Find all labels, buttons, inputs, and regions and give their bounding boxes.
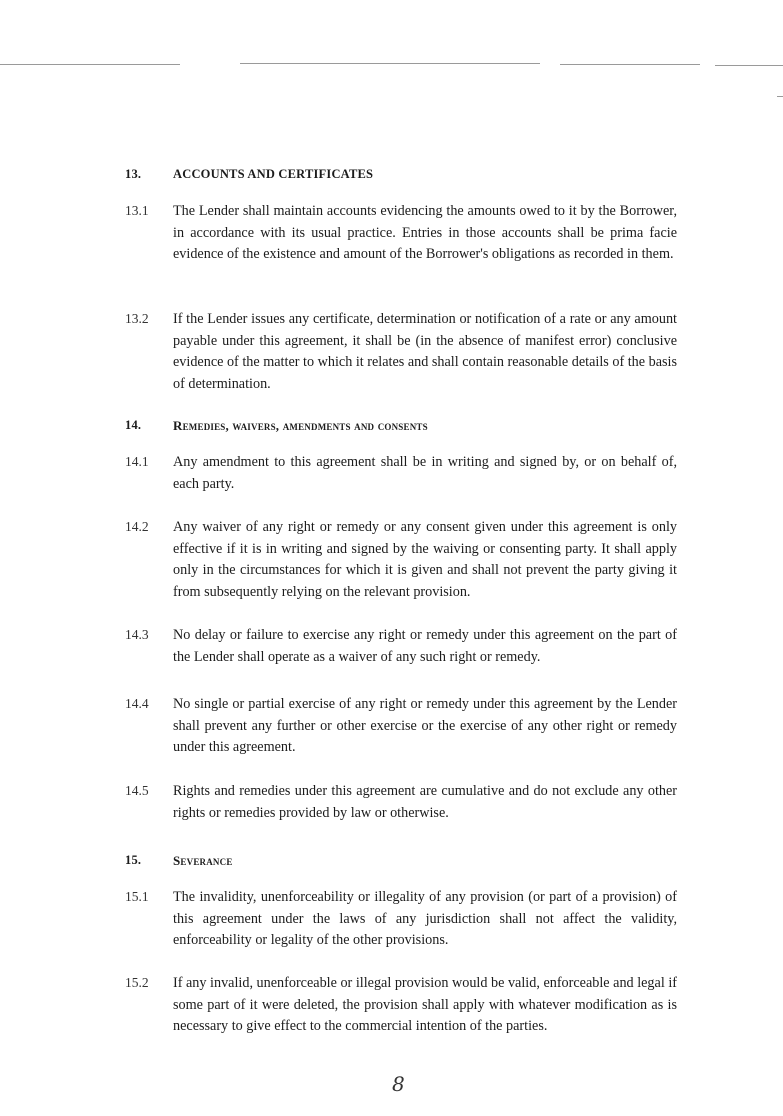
scan-artifact-line — [560, 64, 700, 65]
clause-number: 14.3 — [125, 627, 149, 642]
clause-number: 14.4 — [125, 696, 149, 711]
scan-artifact-line — [240, 63, 540, 64]
page-number: 8 — [392, 1072, 405, 1096]
clause-number: 15.2 — [125, 975, 149, 990]
clause-text: The Lender shall maintain accounts evidencing the amounts owed to it by the Borrower, in accordance with its usual practice. Entries in those accounts shall be prima facie evidence of the existence and amount of the Borrower's obligations as recorded in them. — [173, 203, 677, 262]
clause-text: No single or partial exercise of any right or remedy under this agreement by the Lender shall prevent any further or other exercise or the exercise of any other right or remedy under this agreement. — [173, 696, 677, 755]
clause-text: If any invalid, unenforceable or illegal provision would be valid, enforceable and legal if some part of it were deleted, the provision shall apply with whatever modification as is necessary to give effect to the commercial intention of the parties. — [173, 975, 677, 1034]
clause-text: Any waiver of any right or remedy or any consent given under this agreement is only effective if it is in writing and signed by the waiving or consenting party. It shall apply only in the circumstances for which it is given and shall not prevent the party giving it from subsequently relying on the relevant provision. — [173, 519, 677, 600]
clause-text: No delay or failure to exercise any right or remedy under this agreement on the part of the Lender shall operate as a waiver of any such right or remedy. — [173, 627, 677, 665]
clause-text: The invalidity, unenforceability or illegality of any provision (or part of a provision) of this agreement under the laws of any jurisdiction shall not affect the validity, enforceability or legality of the other provisions. — [173, 889, 677, 948]
section-number: 14. — [125, 418, 142, 432]
clause-text: If the Lender issues any certificate, determination or notification of a rate or any amount payable under this agreement, it shall be (in the absence of manifest error) conclusive evidence of the matter to which it relates and shall contain reasonable details of the basis of determination. — [173, 311, 677, 392]
clause-number: 13.2 — [125, 311, 149, 326]
scan-artifact-line — [715, 65, 783, 66]
clause-text: Rights and remedies under this agreement are cumulative and do not exclude any other rights or remedies provided by law or otherwise. — [173, 783, 677, 821]
clause-number: 14.2 — [125, 519, 149, 534]
section-title: Severance — [173, 853, 233, 868]
section-number: 13. — [125, 167, 142, 181]
clause-number: 15.1 — [125, 889, 149, 904]
clause-number: 14.5 — [125, 783, 149, 798]
clause-text: Any amendment to this agreement shall be in writing and signed by, or on behalf of, each party. — [173, 454, 677, 492]
clause-number: 13.1 — [125, 203, 149, 218]
section-title: ACCOUNTS AND CERTIFICATES — [173, 167, 374, 181]
clause-number: 14.1 — [125, 454, 149, 469]
scan-artifact-mark — [777, 96, 783, 97]
section-number: 15. — [125, 853, 142, 867]
scan-artifact-line — [0, 64, 180, 65]
section-title: Remedies, waivers, amendments and consents — [173, 418, 428, 433]
